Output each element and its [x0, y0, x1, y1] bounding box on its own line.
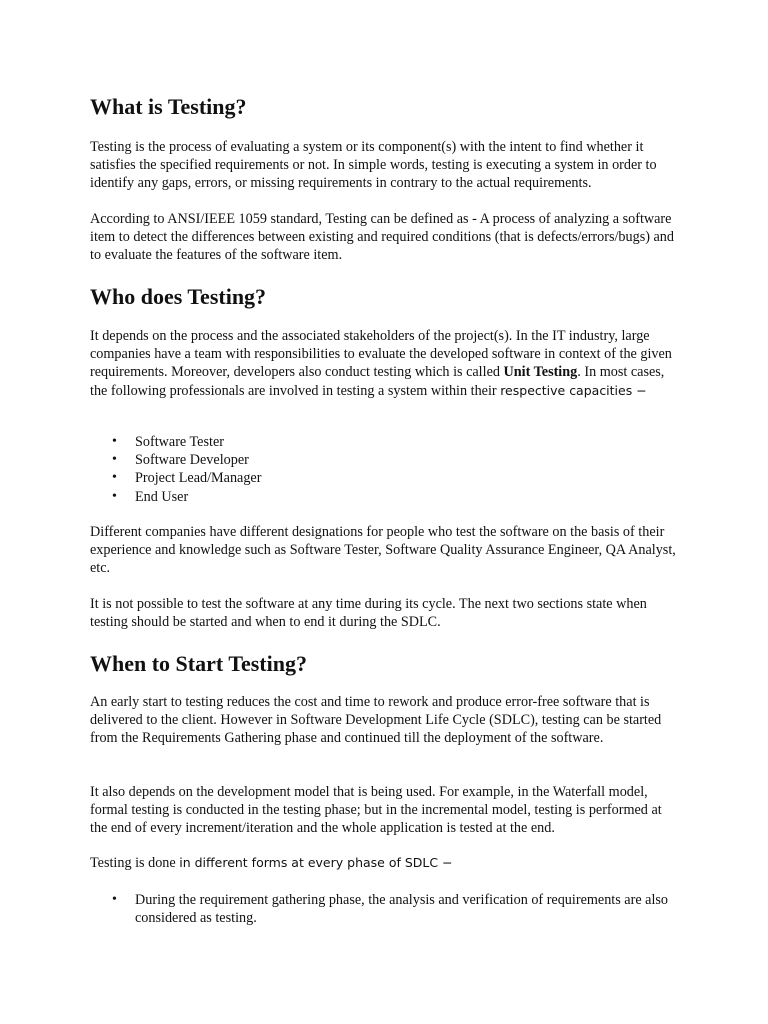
- list-item: [110, 469, 685, 487]
- bullet-icon: •: [112, 488, 117, 504]
- paragraph-who-1-text-a: It depends on the process and the associated stakeholders of the project(s). In the IT industry, large companies have a team with responsibilities to evaluate the developed software in context of the given requirements. Moreover, developers also conduct testing which is called: [90, 328, 672, 381]
- paragraph-who-1: [90, 327, 680, 400]
- paragraph-when-2: It also depends on the development model that is being used. For example, in the Waterfall model, formal testing is conducted in the testing phase; but in the incremental model, testing is performed at the end of every increment/iteration and the whole application is tested at the end.: [90, 784, 662, 837]
- heading-when-to-start: When to Start Testing?: [90, 651, 307, 676]
- bullet-icon: •: [112, 892, 117, 907]
- paragraph-who-1-text-b: . In most cases, the following professionals are involved in testing a system within their: [90, 364, 665, 399]
- list-item-text: Software Tester: [135, 434, 224, 450]
- list-item: [110, 488, 685, 506]
- paragraph-who-2: Different companies have different designations for people who test the software on the basis of their experience and knowledge such as Software Tester, Software Quality Assurance Engineer, QA Analyst, etc.: [90, 524, 676, 577]
- paragraph-when-3: [90, 854, 680, 872]
- heading-what-is-testing: What is Testing?: [90, 94, 247, 119]
- bullet-icon: •: [112, 434, 117, 449]
- paragraph-who-1-text-c: respective capacities −: [500, 382, 647, 398]
- heading-who-does-testing: Who does Testing?: [90, 284, 267, 309]
- paragraph-what-2: According to ANSI/IEEE 1059 standard, Testing can be defined as - A process of analyzing a software item to detect the differences between existing and required conditions (that is defects/errors/bugs) and to evaluate the features of the software item.: [90, 211, 674, 264]
- paragraph-what-1: Testing is the process of evaluating a system or its component(s) with the intent to find whether it satisfies the specified requirements or not. In simple words, testing is executing a system in order to identify any gaps, errors, or missing requirements in contrary to the actual requirements.: [90, 139, 657, 192]
- list-item: [110, 451, 685, 469]
- list-item-text: Project Lead/Manager: [135, 470, 262, 487]
- list-item-text: During the requirement gathering phase, the analysis and verification of requirements are also considered as testing.: [135, 892, 669, 927]
- paragraph-when-3-text-b: in different forms at every phase of SDLC −: [179, 855, 453, 870]
- list-item-text: Software Developer: [135, 452, 249, 469]
- paragraph-when-3-text-a: Testing is done: [90, 855, 180, 871]
- paragraph-who-3: It is not possible to test the software at any time during its cycle. The next two sections state when testing should be started and when to end it during the SDLC.: [90, 596, 647, 631]
- bullet-icon: •: [112, 452, 117, 468]
- unit-testing-term: Unit Testing: [503, 364, 578, 381]
- list-item: [110, 433, 685, 451]
- list-item: [110, 891, 685, 927]
- paragraph-when-1: An early start to testing reduces the cost and time to rework and produce error-free software that is delivered to the client. However in Software Development Life Cycle (SDLC), testing can be started from the Requirements Gathering phase and continued till the deployment of the software.: [90, 694, 662, 747]
- list-item-text: End User: [135, 488, 189, 505]
- who-bullet-list: [110, 433, 685, 506]
- when-bullet-list: [110, 891, 685, 927]
- bullet-icon: •: [112, 470, 117, 486]
